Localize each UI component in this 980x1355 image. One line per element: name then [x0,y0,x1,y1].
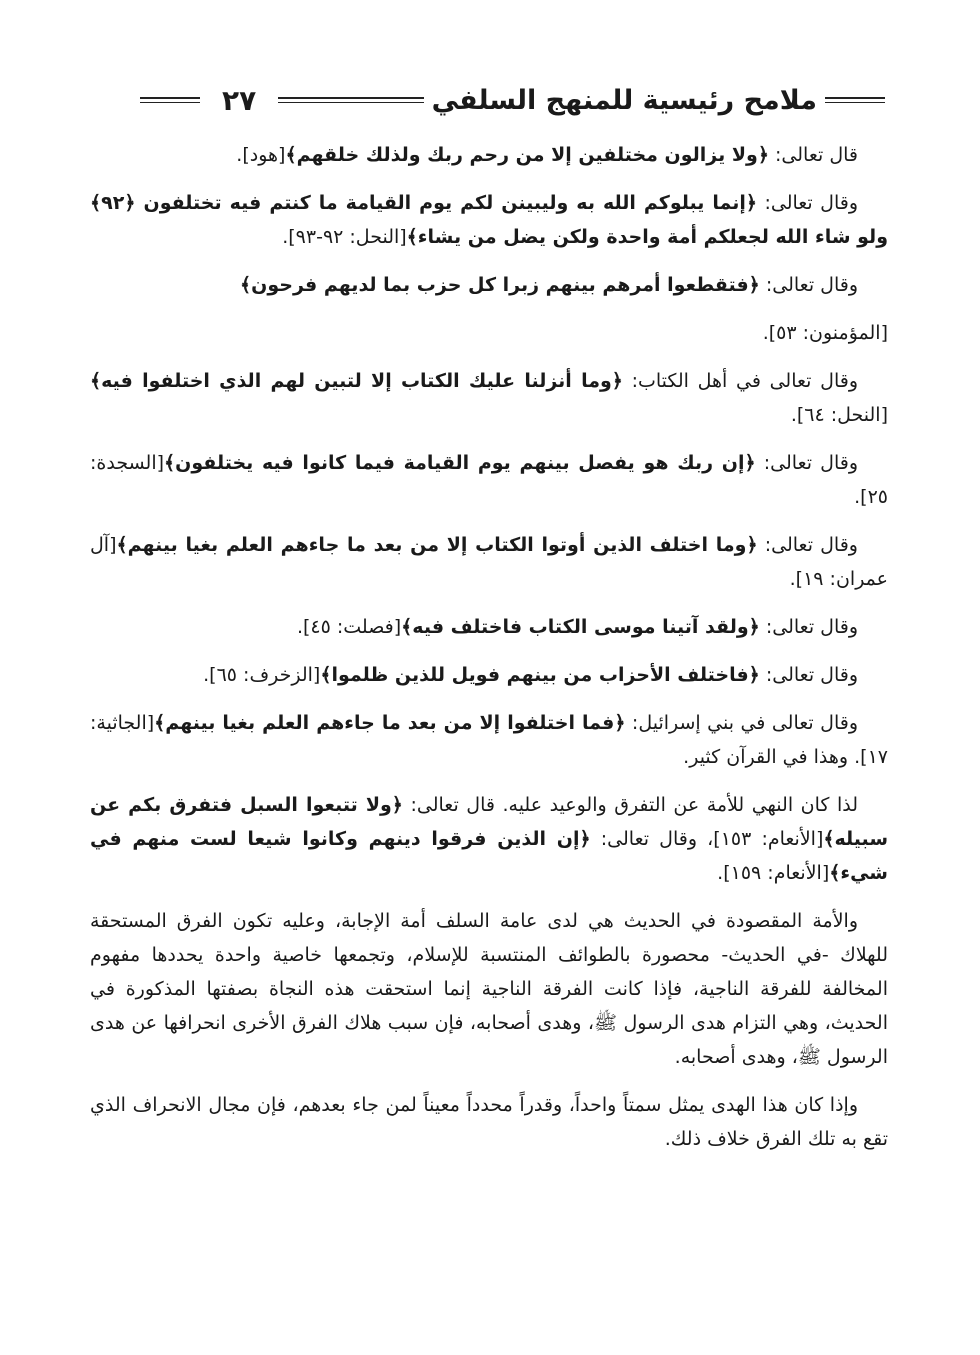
page-body [90,138,888,1170]
body-text: لذا كان النهي للأمة عن التفرق والوعيد عليه. قال تعالى: [402,794,858,816]
verse-text: ﴿وما أنزلنا عليك الكتاب إلا لتبين لهم الذي اختلفوا فيه﴾ [90,370,623,392]
verse-paragraph-hud [90,138,888,172]
page-number: ٢٧ [222,83,257,117]
verse-text: ﴿إن ربك هو يفصل بينهم يوم القيامة فيما كانوا فيه يختلفون﴾ [164,452,756,474]
verse-intro: وقال تعالى: [759,274,858,296]
verse-paragraph-sajda [90,446,888,514]
page-header [140,80,885,120]
verse-intro: قال تعالى: [768,144,858,166]
verse-text: ﴿ولا يزالون مختلفين إلا من رحم ربك ولذلك خلقهم﴾ [285,144,769,166]
verse-intro: وقال تعالى: [755,452,859,474]
verse-reference: [النحل: ٩٢-٩٣]. [282,226,407,248]
verse-reference: [آل عمران: ١٩]. [90,534,888,590]
verse-reference: [هود]. [236,144,286,166]
verse-text: ﴿فما اختلفوا إلا من بعد ما جاءهم العلم بغيا بينهم﴾ [154,712,626,734]
verse-intro: وقال تعالى: [757,192,858,214]
verse-intro: وقال تعالى في بني إسرائيل: [625,712,858,734]
verse-text: ﴿إن الذين فرقوا دينهم وكانوا شيعا لست منهم في شيء﴾ [90,828,888,884]
header-rule-right [825,97,885,103]
verse-reference: [المؤمنون: ٥٣]. [762,322,888,344]
verse-paragraph-jathiya [90,706,888,774]
paragraph-forbid-division [90,788,888,890]
verse-reference: [الأنعام: ١٥٣]، وقال تعالى: [590,828,824,850]
verse-paragraph-ahl-kitab [90,364,888,432]
running-title: ملامح رئيسية للمنهج السلفي [431,84,817,116]
header-rule-middle [278,97,423,103]
paragraph-guidance: وإذا كان هذا الهدى يمثل سمتاً واحداً، وقدراً محدداً معيناً لمن جاء بعدهم، فإن مجال الانحراف الذي تقع به تلك الفرق خلاف ذلك. [90,1094,888,1150]
verse-text: ﴿ولا تتبعوا السبل فتفرق بكم عن سبيله﴾ [90,794,888,850]
verse-reference: [النحل: ٦٤]. [790,404,888,426]
verse-paragraph-nahl [90,186,888,254]
verse-reference-line [90,316,888,350]
verse-reference: [الزخرف: ٦٥]. [203,664,321,686]
header-rule-left [140,97,200,103]
verse-text: ﴿ولقد آتينا موسى الكتاب فاختلف فيه﴾ [401,616,760,638]
verse-intro: وقال تعالى: [757,534,858,556]
verse-reference: [الأنعام: ١٥٩]. [717,862,830,884]
verse-text: ﴿وما اختلف الذين أوتوا الكتاب إلا من بعد ما جاءهم العلم بغيا بينهم﴾ [116,534,758,556]
verse-paragraph-zukhruf [90,658,888,692]
verse-text: ﴿فتقطعوا أمرهم بينهم زبرا كل حزب بما لديهم فرحون﴾ [240,274,760,296]
verse-reference: [فصلت: ٤٥]. [296,616,402,638]
verse-paragraph-al-imran [90,528,888,596]
paragraph-umma: والأمة المقصودة في الحديث هي لدى عامة السلف أمة الإجابة، وعليه تكون الفرق المستحقة للهلاك -في الحديث- محصورة بالطوائف المنتسبة للإسلام، وتجمعها خاصية واحدة يحددها مفهوم المخالفة للفرقة الناجية، فإذا كانت الفرقة الناجية إنما استحقت هذه النجاة بصفتها المذكورة في الحديث، وهي التزام هدى الرسول ﷺ، وهدى أصحابه، فإن سبب هلاك الفرق الأخرى انحرافها عن هدى الرسول ﷺ، وهدى أصحابه. [90,910,888,1068]
verse-intro: وقال تعالى: [759,616,858,638]
verse-intro: وقال تعالى: [759,664,858,686]
verse-text: ﴿إنما يبلوكم الله به وليبينن لكم يوم القيامة ما كنتم فيه تختلفون ﴿٩٢﴾ ولو شاء الله لجعلكم أمة واحدة ولكن يضل من يشاء﴾ [90,192,888,248]
verse-paragraph-fussilat [90,610,888,644]
verse-paragraph-muminun [90,268,888,302]
verse-reference: [الجاثية: ١٧]. وهذا في القرآن كثير. [90,712,888,768]
verse-intro: وقال تعالى في أهل الكتاب: [622,370,858,392]
verse-reference: [السجدة: ٢٥]. [90,452,888,508]
verse-text: ﴿فاختلف الأحزاب من بينهم فويل للذين ظلموا﴾ [320,664,760,686]
